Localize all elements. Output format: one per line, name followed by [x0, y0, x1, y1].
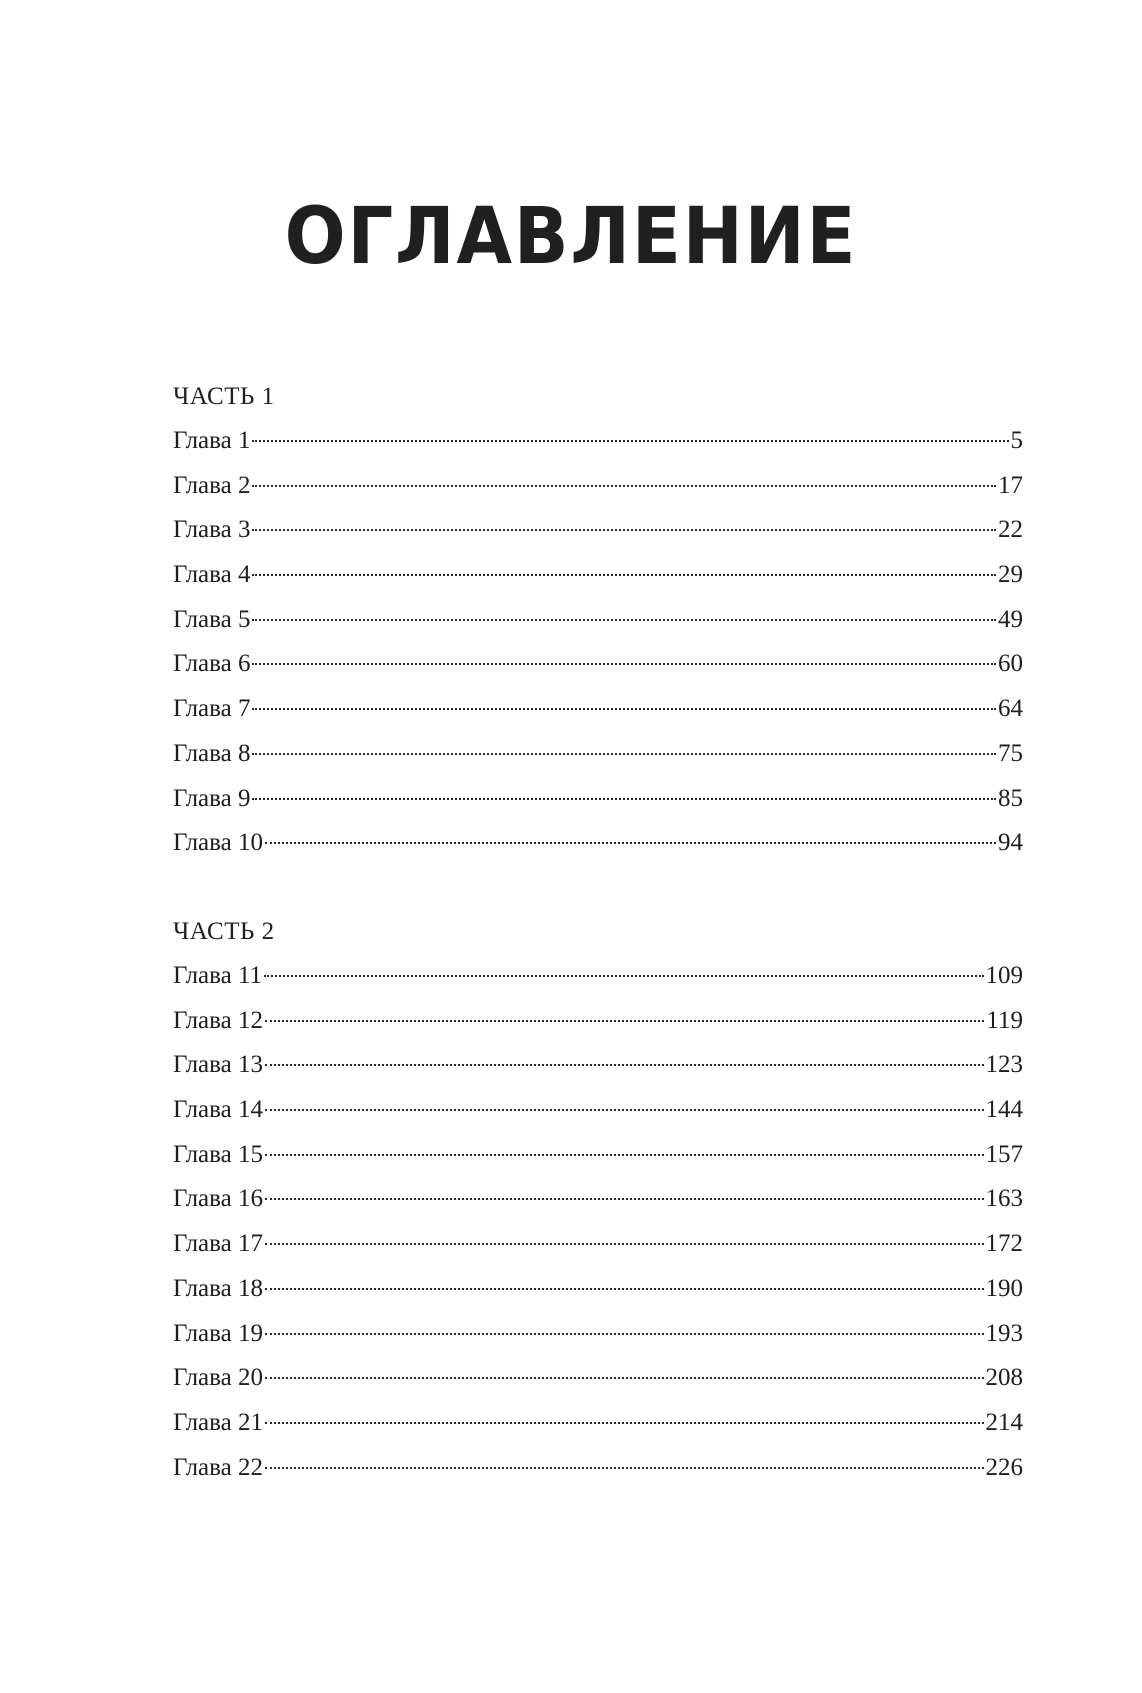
page-number: 157: [985, 1140, 1023, 1168]
toc-entry[interactable]: [173, 553, 1023, 598]
part-1-heading: ЧАСТЬ 1: [173, 383, 275, 410]
toc-entry[interactable]: [173, 732, 1023, 777]
chapter-title: Глава 8: [173, 739, 251, 767]
dot-leader: [265, 1064, 984, 1066]
toc-entry[interactable]: [173, 1133, 1023, 1178]
dot-leader: [252, 440, 1008, 442]
toc-entry[interactable]: [173, 508, 1023, 553]
page-number: 94: [998, 829, 1023, 857]
chapter-title: Глава 1: [173, 427, 251, 454]
dot-leader: [265, 1377, 984, 1379]
toc-entry[interactable]: [173, 1267, 1023, 1312]
page-number: 75: [998, 739, 1023, 767]
page-number: 109: [985, 962, 1023, 989]
chapter-title: Глава 18: [173, 1274, 263, 1302]
dot-leader: [265, 1154, 984, 1156]
chapter-title: Глава 21: [173, 1408, 263, 1436]
part-2-heading: ЧАСТЬ 2: [173, 918, 275, 945]
dot-leader: [265, 1109, 984, 1111]
chapter-title: Глава 2: [173, 471, 251, 499]
part-1-chapter-list: [173, 419, 1023, 866]
chapter-title: Глава 11: [173, 962, 263, 989]
toc-entry[interactable]: [173, 954, 1023, 999]
dot-leader: [252, 663, 996, 665]
page-number: 214: [985, 1408, 1023, 1436]
part-2-section: [173, 910, 1023, 1490]
toc-entry[interactable]: [173, 1446, 1023, 1491]
dot-leader: [252, 798, 996, 800]
chapter-title: Глава 10: [173, 829, 263, 857]
toc-entry[interactable]: [173, 1401, 1023, 1446]
dot-leader: [265, 1422, 984, 1424]
toc-entry[interactable]: [173, 1356, 1023, 1401]
chapter-title: Глава 22: [173, 1453, 263, 1481]
dot-leader: [264, 975, 983, 977]
chapter-title: Глава 4: [173, 561, 251, 589]
dot-leader: [252, 529, 996, 531]
chapter-title: Глава 14: [173, 1096, 263, 1124]
dot-leader: [265, 1333, 984, 1335]
dot-leader: [265, 842, 996, 844]
chapter-title: Глава 6: [173, 650, 251, 678]
page-number: 22: [998, 516, 1023, 544]
chapter-title: Глава 12: [173, 1006, 263, 1034]
chapter-title: Глава 5: [173, 605, 251, 633]
page-number: 226: [985, 1453, 1023, 1481]
chapter-title: Глава 15: [173, 1140, 263, 1168]
page-number: 163: [985, 1185, 1023, 1213]
toc-entry[interactable]: [173, 777, 1023, 822]
chapter-title: Глава 7: [173, 695, 251, 723]
toc-entry[interactable]: [173, 642, 1023, 687]
page-number: 5: [1010, 427, 1023, 454]
toc-entry[interactable]: [173, 419, 1023, 464]
page-number: 17: [998, 471, 1023, 499]
toc-entry[interactable]: [173, 821, 1023, 866]
chapter-title: Глава 13: [173, 1051, 263, 1079]
page-number: 193: [985, 1319, 1023, 1347]
part-1-section: [173, 375, 1023, 866]
chapter-title: Глава 19: [173, 1319, 263, 1347]
page-title: ОГЛАВЛЕНИЕ: [284, 192, 858, 282]
dot-leader: [265, 1288, 984, 1290]
toc-entry[interactable]: [173, 1312, 1023, 1357]
chapter-title: Глава 16: [173, 1185, 263, 1213]
dot-leader: [252, 574, 996, 576]
page-number: 49: [998, 605, 1023, 633]
page-number: 144: [985, 1096, 1023, 1124]
toc-entry[interactable]: [173, 1177, 1023, 1222]
toc-entry[interactable]: [173, 1043, 1023, 1088]
page-number: 190: [985, 1274, 1023, 1302]
chapter-title: Глава 9: [173, 784, 251, 812]
page-number: 208: [985, 1364, 1023, 1392]
page-number: 123: [985, 1051, 1023, 1079]
toc-entry[interactable]: [173, 999, 1023, 1044]
toc-entry[interactable]: [173, 687, 1023, 732]
dot-leader: [265, 1467, 984, 1469]
part-2-chapter-list: [173, 954, 1023, 1490]
dot-leader: [265, 1243, 984, 1245]
page-number: 172: [985, 1230, 1023, 1258]
dot-leader: [252, 708, 996, 710]
page-number: 60: [998, 650, 1023, 678]
dot-leader: [252, 485, 996, 487]
chapter-title: Глава 20: [173, 1364, 263, 1392]
page-number: 85: [998, 784, 1023, 812]
toc-entry[interactable]: [173, 598, 1023, 643]
chapter-title: Глава 3: [173, 516, 251, 544]
toc-entry[interactable]: [173, 464, 1023, 509]
toc-entry[interactable]: [173, 1088, 1023, 1133]
chapter-title: Глава 17: [173, 1230, 263, 1258]
page-number: 119: [986, 1006, 1023, 1034]
toc-entry[interactable]: [173, 1222, 1023, 1267]
dot-leader: [265, 1198, 984, 1200]
page-number: 64: [998, 695, 1023, 723]
page-number: 29: [998, 561, 1023, 589]
dot-leader: [252, 753, 996, 755]
dot-leader: [265, 1020, 984, 1022]
dot-leader: [252, 619, 996, 621]
